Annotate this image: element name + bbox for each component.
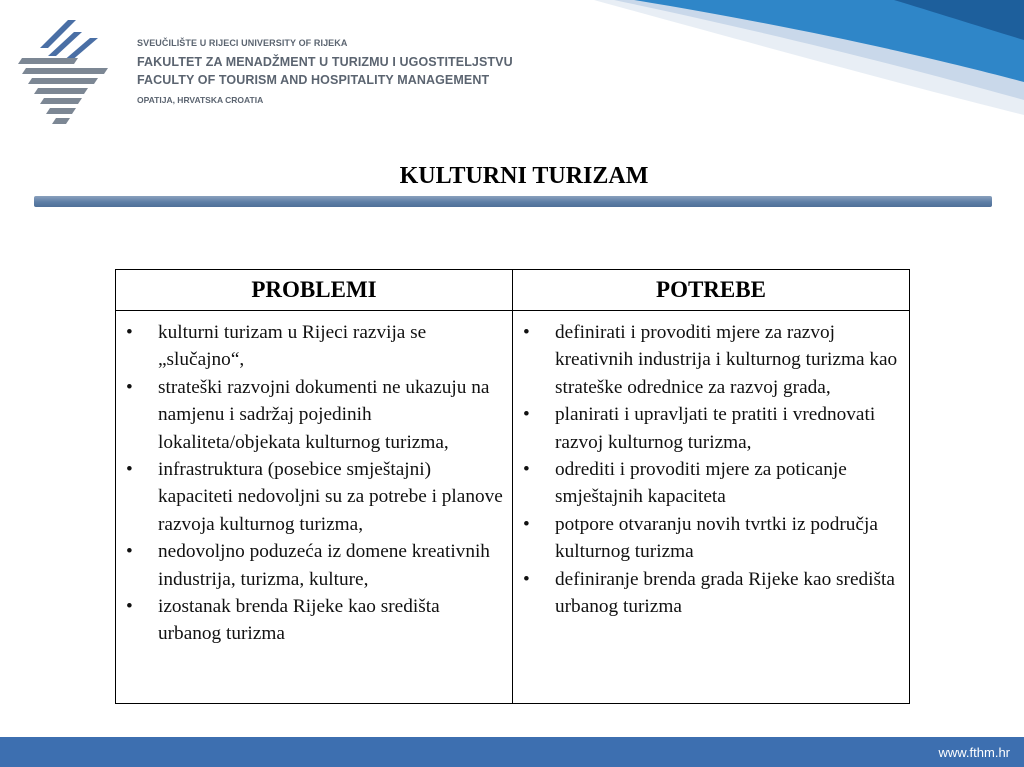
column-header-problemi: PROBLEMI (116, 270, 513, 311)
list-item (521, 456, 901, 511)
list-item-text: kulturni turizam u Rijeci razvija se „slučajno“, (158, 322, 427, 371)
list-item-text: definirati i provoditi mjere za razvoj kreativnih industrija i kulturnog turizma kao strateške odrednice za razvoj grada, (555, 322, 898, 398)
bullet-icon: • (126, 596, 133, 618)
list-item-text: nedovoljno poduzeća iz domene kreativnih industrija, turizma, kulture, (158, 541, 490, 590)
bullet-icon: • (126, 322, 133, 343)
bullet-icon: • (126, 541, 133, 563)
list-item (124, 593, 504, 648)
slide-title: KULTURNI TURIZAM (399, 163, 649, 189)
bullet-icon: • (523, 513, 530, 535)
footer-bar (0, 737, 1024, 767)
list-item (124, 456, 504, 538)
list-item (124, 319, 504, 374)
list-item-text: infrastruktura (posebice smještajni) kapaciteti nedovoljni su za potrebe i planove razvoja kulturnog turizma, (158, 459, 503, 535)
footer-url[interactable]: www.fthm.hr (938, 745, 1010, 760)
university-name: SVEUČILIŠTE U RIJECI UNIVERSITY OF RIJEKA (137, 38, 348, 48)
list-item (521, 319, 901, 401)
faculty-name-hr: FAKULTET ZA MENADŽMENT U TURIZMU I UGOSTITELJSTVU (137, 55, 513, 69)
title-underline-bar (34, 196, 992, 207)
problemi-list (124, 319, 504, 648)
list-item-text: planirati i upravljati te pratiti i vrednovati razvoj kulturnog turizma, (555, 404, 876, 453)
list-item (521, 511, 901, 566)
bullet-icon: • (523, 459, 530, 481)
header-swoosh (594, 0, 1024, 115)
bullet-icon: • (126, 459, 133, 481)
column-header-potrebe: POTREBE (513, 270, 910, 311)
institution-header (137, 38, 513, 105)
list-item (521, 566, 901, 621)
faculty-name-en: FACULTY OF TOURISM AND HOSPITALITY MANAGEMENT (137, 73, 490, 87)
faculty-logo (18, 18, 116, 128)
list-item-text: potpore otvaranju novih tvrtki iz područja kulturnog turizma (555, 513, 878, 563)
list-item-text: definiranje brenda grada Rijeke kao središta urbanog turizma (555, 568, 895, 618)
bullet-icon: • (523, 404, 530, 426)
list-item (124, 374, 504, 456)
list-item (521, 401, 901, 456)
problemi-cell (116, 311, 513, 704)
institution-location: OPATIJA, HRVATSKA CROATIA (137, 95, 264, 105)
bullet-icon: • (523, 568, 530, 590)
list-item (124, 538, 504, 593)
list-item-text: strateški razvojni dokumenti ne ukazuju na namjenu i sadržaj pojedinih lokaliteta/objekata kulturnog turizma, (158, 376, 490, 453)
bullet-icon: • (126, 376, 133, 398)
potrebe-cell (513, 311, 910, 704)
problems-needs-table (115, 269, 910, 704)
potrebe-list (521, 319, 901, 620)
bullet-icon: • (523, 322, 530, 343)
list-item-text: odrediti i provoditi mjere za poticanje smještajnih kapaciteta (555, 459, 847, 508)
list-item-text: izostanak brenda Rijeke kao središta urbanog turizma (158, 596, 440, 645)
